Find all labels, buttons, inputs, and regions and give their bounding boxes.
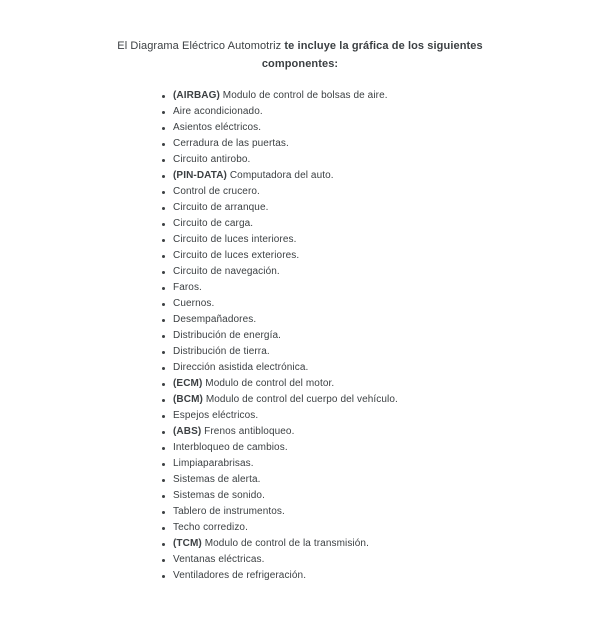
- list-item: [155, 344, 600, 360]
- list-item-text: Aire acondicionado.: [173, 106, 263, 117]
- list-item: [155, 312, 600, 328]
- list-item: [155, 392, 600, 408]
- list-item: [155, 248, 600, 264]
- bullet-icon: [162, 319, 165, 322]
- list-item: [155, 184, 600, 200]
- list-item-text: Modulo de control de la transmisión.: [204, 538, 369, 549]
- bullet-icon: [162, 207, 165, 210]
- list-item-text: Distribución de energía.: [173, 330, 282, 341]
- bullet-icon: [162, 399, 165, 402]
- bullet-icon: [162, 575, 165, 578]
- bullet-icon: [162, 463, 165, 466]
- list-item-text: Desempañadores.: [173, 314, 257, 325]
- list-item: [155, 296, 600, 312]
- list-item: [155, 376, 600, 392]
- list-item: [155, 504, 600, 520]
- bullet-icon: [162, 175, 165, 178]
- components-list: [155, 88, 600, 584]
- list-item-text: Sistemas de alerta.: [173, 474, 261, 485]
- list-item: [155, 520, 600, 536]
- list-item-text: Distribución de tierra.: [173, 346, 270, 357]
- bullet-icon: [162, 223, 165, 226]
- bullet-icon: [162, 239, 165, 242]
- list-item: [155, 136, 600, 152]
- bullet-icon: [162, 255, 165, 258]
- list-item-text: Computadora del auto.: [229, 170, 334, 181]
- list-item: [155, 568, 600, 584]
- list-item: [155, 200, 600, 216]
- bullet-icon: [162, 127, 165, 130]
- list-item: [155, 264, 600, 280]
- bullet-icon: [162, 335, 165, 338]
- list-item: [155, 552, 600, 568]
- list-item-bold-prefix: (TCM): [173, 538, 202, 549]
- list-item-text: Frenos antibloqueo.: [204, 426, 295, 437]
- bullet-icon: [162, 431, 165, 434]
- page-title-regular: El Diagrama Eléctrico Automotriz: [117, 40, 285, 52]
- list-item-bold-prefix: (ECM): [173, 378, 203, 389]
- list-item-text: Modulo de control del cuerpo del vehículo.: [205, 394, 398, 405]
- list-item-text: Cerradura de las puertas.: [173, 138, 289, 149]
- bullet-icon: [162, 367, 165, 370]
- page-title-bold-line2: componentes:: [261, 58, 339, 70]
- bullet-icon: [162, 559, 165, 562]
- bullet-icon: [162, 543, 165, 546]
- list-item-text: Cuernos.: [173, 298, 215, 309]
- list-item-text: Espejos eléctricos.: [173, 410, 259, 421]
- list-item-text: Dirección asistida electrónica.: [173, 362, 309, 373]
- bullet-icon: [162, 143, 165, 146]
- bullet-icon: [162, 479, 165, 482]
- list-item: [155, 488, 600, 504]
- list-item-text: Circuito de arranque.: [173, 202, 269, 213]
- list-item: [155, 536, 600, 552]
- list-item: [155, 216, 600, 232]
- list-item: [155, 472, 600, 488]
- page-title: [0, 37, 600, 73]
- list-item-bold-prefix: (PIN-DATA): [173, 170, 227, 181]
- list-item: [155, 232, 600, 248]
- document-page: [0, 37, 600, 637]
- bullet-icon: [162, 527, 165, 530]
- bullet-icon: [162, 303, 165, 306]
- bullet-icon: [162, 495, 165, 498]
- bullet-icon: [162, 111, 165, 114]
- list-item-bold-prefix: (ABS): [173, 426, 202, 437]
- list-item: [155, 152, 600, 168]
- list-item-text: Techo corredizo.: [173, 522, 248, 533]
- list-item-text: Control de crucero.: [173, 186, 260, 197]
- list-item: [155, 168, 600, 184]
- list-item: [155, 440, 600, 456]
- list-item-text: Ventanas eléctricas.: [173, 554, 265, 565]
- bullet-icon: [162, 511, 165, 514]
- list-item-text: Modulo de control de bolsas de aire.: [222, 90, 388, 101]
- list-item: [155, 408, 600, 424]
- list-item: [155, 328, 600, 344]
- list-item-text: Circuito de luces interiores.: [173, 234, 297, 245]
- bullet-icon: [162, 191, 165, 194]
- list-item-text: Faros.: [173, 282, 202, 293]
- list-item-text: Circuito de luces exteriores.: [173, 250, 300, 261]
- list-item-text: Limpiaparabrisas.: [173, 458, 254, 469]
- list-item-text: Tablero de instrumentos.: [173, 506, 285, 517]
- list-item-text: Modulo de control del motor.: [205, 378, 335, 389]
- list-item-text: Sistemas de sonido.: [173, 490, 265, 501]
- list-item: [155, 88, 600, 104]
- bullet-icon: [162, 447, 165, 450]
- list-item: [155, 120, 600, 136]
- list-item: [155, 280, 600, 296]
- page-title-bold-line1: te incluye la gráfica de los siguientes: [284, 40, 483, 52]
- list-item-text: Circuito de carga.: [173, 218, 254, 229]
- bullet-icon: [162, 383, 165, 386]
- bullet-icon: [162, 415, 165, 418]
- list-item: [155, 424, 600, 440]
- list-item: [155, 456, 600, 472]
- list-item-text: Circuito de navegación.: [173, 266, 280, 277]
- list-item: [155, 104, 600, 120]
- bullet-icon: [162, 95, 165, 98]
- list-item-text: Asientos eléctricos.: [173, 122, 262, 133]
- list-item-text: Circuito antirobo.: [173, 154, 251, 165]
- list-item-text: Ventiladores de refrigeración.: [173, 570, 307, 581]
- bullet-icon: [162, 351, 165, 354]
- list-item: [155, 360, 600, 376]
- list-item-text: Interbloqueo de cambios.: [173, 442, 288, 453]
- bullet-icon: [162, 271, 165, 274]
- bullet-icon: [162, 159, 165, 162]
- list-item-bold-prefix: (BCM): [173, 394, 203, 405]
- list-item-bold-prefix: (AIRBAG): [173, 90, 220, 101]
- bullet-icon: [162, 287, 165, 290]
